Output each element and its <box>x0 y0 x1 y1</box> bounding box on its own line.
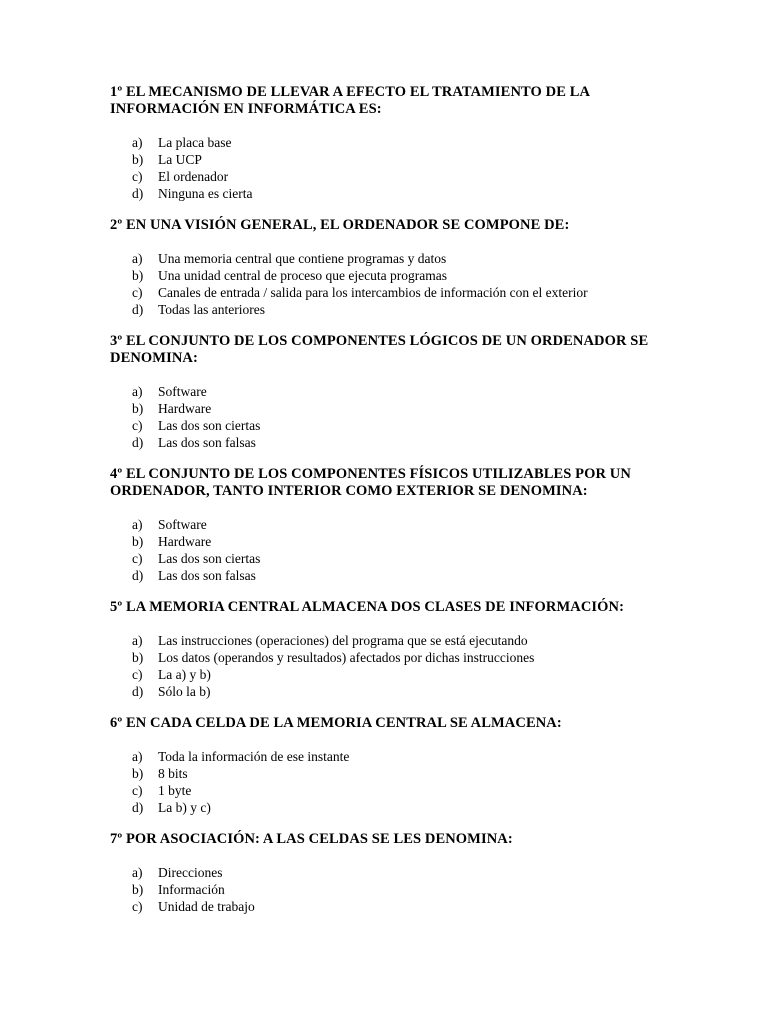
option-text: La UCP <box>158 152 202 167</box>
option-text: Una unidad central de proceso que ejecuta programas <box>158 268 447 283</box>
option-text: La placa base <box>158 135 232 150</box>
option-text: El ordenador <box>158 169 229 184</box>
option-letter: c) <box>132 667 143 682</box>
option-d <box>132 185 688 202</box>
option-a <box>132 864 688 881</box>
question-title: 1º EL MECANISMO DE LLEVAR A EFECTO EL TRATAMIENTO DE LA INFORMACIÓN EN INFORMÁTICA ES: <box>110 84 590 117</box>
option-letter: c) <box>132 285 143 300</box>
option-letter: c) <box>132 169 143 184</box>
option-text: Los datos (operandos y resultados) afectados por dichas instrucciones <box>158 650 535 665</box>
option-b <box>132 533 688 550</box>
option-d <box>132 301 688 318</box>
option-b <box>132 649 688 666</box>
option-d <box>132 567 688 584</box>
option-letter: c) <box>132 783 143 798</box>
option-a <box>132 516 688 533</box>
option-c <box>132 284 688 301</box>
option-c <box>132 898 688 915</box>
option-letter: c) <box>132 899 143 914</box>
option-text: Hardware <box>158 534 212 549</box>
option-a <box>132 383 688 400</box>
option-a <box>132 632 688 649</box>
option-a <box>132 134 688 151</box>
option-d <box>132 683 688 700</box>
option-text: Software <box>158 384 207 399</box>
options-list <box>110 250 688 318</box>
options-list <box>110 864 688 915</box>
question-5 <box>110 599 688 700</box>
option-letter: d) <box>132 800 144 815</box>
option-c <box>132 417 688 434</box>
question-title: 6º EN CADA CELDA DE LA MEMORIA CENTRAL SE ALMACENA: <box>110 715 562 731</box>
option-b <box>132 400 688 417</box>
option-c <box>132 782 688 799</box>
options-list <box>110 134 688 202</box>
option-a <box>132 250 688 267</box>
option-letter: b) <box>132 534 144 549</box>
question-title: 2º EN UNA VISIÓN GENERAL, EL ORDENADOR SE COMPONE DE: <box>110 217 570 233</box>
option-text: Ninguna es cierta <box>158 186 253 201</box>
option-text: Las dos son falsas <box>158 435 256 450</box>
question-title: 5º LA MEMORIA CENTRAL ALMACENA DOS CLASES DE INFORMACIÓN: <box>110 599 625 615</box>
option-letter: d) <box>132 435 144 450</box>
option-letter: b) <box>132 152 144 167</box>
option-letter: a) <box>132 633 143 648</box>
question-1 <box>110 84 688 202</box>
option-b <box>132 267 688 284</box>
option-text: Todas las anteriores <box>158 302 266 317</box>
question-3 <box>110 333 688 451</box>
question-6 <box>110 715 688 816</box>
option-text: Direcciones <box>158 865 223 880</box>
option-b <box>132 765 688 782</box>
option-a <box>132 748 688 765</box>
question-7 <box>110 831 688 915</box>
option-text: Canales de entrada / salida para los intercambios de información con el exterior <box>158 285 588 300</box>
option-letter: d) <box>132 684 144 699</box>
option-c <box>132 666 688 683</box>
option-d <box>132 799 688 816</box>
option-text: Las dos son falsas <box>158 568 256 583</box>
options-list <box>110 516 688 584</box>
option-letter: b) <box>132 268 144 283</box>
option-letter: c) <box>132 418 143 433</box>
option-letter: a) <box>132 749 143 764</box>
option-b <box>132 151 688 168</box>
option-text: Las dos son ciertas <box>158 551 261 566</box>
option-d <box>132 434 688 451</box>
question-title: 3º EL CONJUNTO DE LOS COMPONENTES LÓGICOS DE UN ORDENADOR SE DENOMINA: <box>110 333 649 366</box>
options-list <box>110 748 688 816</box>
option-text: Sólo la b) <box>158 684 211 699</box>
option-text: La a) y b) <box>158 667 211 682</box>
option-letter: b) <box>132 401 144 416</box>
question-2 <box>110 217 688 318</box>
option-text: Una memoria central que contiene programas y datos <box>158 251 447 266</box>
option-letter: c) <box>132 551 143 566</box>
option-text: Hardware <box>158 401 212 416</box>
option-letter: a) <box>132 135 143 150</box>
option-c <box>132 550 688 567</box>
option-c <box>132 168 688 185</box>
option-letter: a) <box>132 251 143 266</box>
option-text: Unidad de trabajo <box>158 899 255 914</box>
option-text: La b) y c) <box>158 800 211 815</box>
options-list <box>110 632 688 700</box>
option-letter: b) <box>132 882 144 897</box>
option-letter: a) <box>132 865 143 880</box>
option-letter: a) <box>132 384 143 399</box>
options-list <box>110 383 688 451</box>
option-letter: d) <box>132 186 144 201</box>
option-text: Software <box>158 517 207 532</box>
option-text: 1 byte <box>158 783 192 798</box>
option-text: Las dos son ciertas <box>158 418 261 433</box>
option-text: Las instrucciones (operaciones) del programa que se está ejecutando <box>158 633 528 648</box>
option-letter: b) <box>132 650 144 665</box>
option-b <box>132 881 688 898</box>
question-title: 4º EL CONJUNTO DE LOS COMPONENTES FÍSICOS UTILIZABLES POR UN ORDENADOR, TANTO INTERIOR COMO EXTERIOR SE DENOMINA: <box>110 466 631 499</box>
option-text: Información <box>158 882 225 897</box>
option-text: 8 bits <box>158 766 188 781</box>
option-text: Toda la información de ese instante <box>158 749 350 764</box>
question-4 <box>110 466 688 584</box>
option-letter: b) <box>132 766 144 781</box>
option-letter: a) <box>132 517 143 532</box>
option-letter: d) <box>132 568 144 583</box>
question-title: 7º POR ASOCIACIÓN: A LAS CELDAS SE LES DENOMINA: <box>110 831 513 847</box>
option-letter: d) <box>132 302 144 317</box>
